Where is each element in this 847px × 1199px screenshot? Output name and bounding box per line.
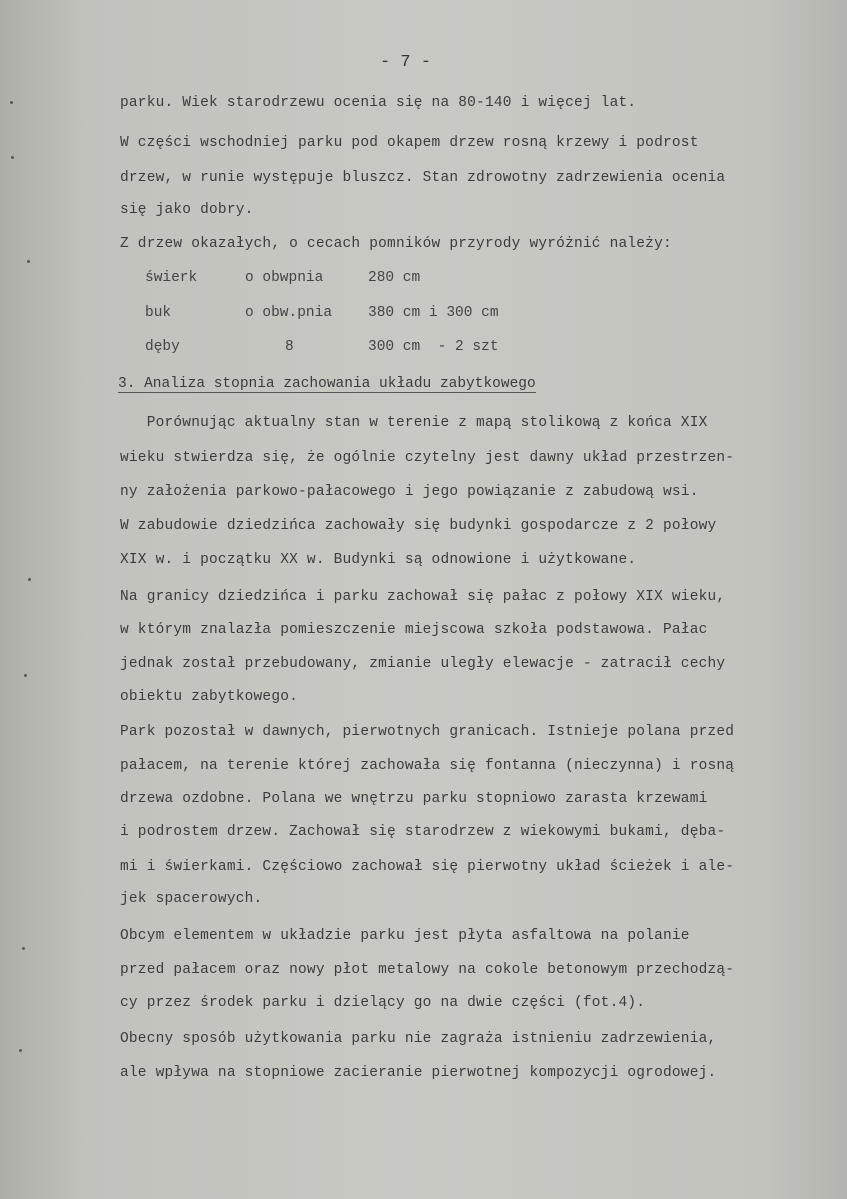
- tree-measure: 8: [285, 339, 294, 355]
- text-line: pałacem, na terenie której zachowała się fontanna (nieczynna) i rosną: [120, 758, 735, 774]
- text-line: parku. Wiek starodrzewu ocenia się na 80-140 i więcej lat.: [120, 95, 637, 111]
- text-line: przed pałacem oraz nowy płot metalowy na cokole betonowym przechodzą-: [120, 962, 735, 978]
- text-line: wieku stwierdza się, że ogólnie czytelny jest dawny układ przestrzen-: [120, 450, 735, 466]
- text-line: drzewa ozdobne. Polana we wnętrzu parku stopniowo zarasta krzewami: [120, 791, 708, 807]
- text-line: Na granicy dziedzińca i parku zachował się pałac z połowy XIX wieku,: [120, 589, 726, 605]
- text-line: Porównując aktualny stan w terenie z mapą stolikową z końca XIX: [120, 415, 708, 431]
- speck: [22, 947, 25, 950]
- text-line: ny założenia parkowo-pałacowego i jego powiązanie z zabudową wsi.: [120, 484, 699, 500]
- text-line: i podrostem drzew. Zachował się starodrzew z wiekowymi bukami, dęba-: [120, 824, 726, 840]
- text-line: drzew, w runie występuje bluszcz. Stan zdrowotny zadrzewienia ocenia: [120, 170, 726, 186]
- speck: [24, 674, 27, 677]
- tree-measure: o obwpnia: [245, 270, 324, 286]
- speck: [19, 1049, 22, 1052]
- text-line: ale wpływa na stopniowe zacieranie pierwotnej kompozycji ogrodowej.: [120, 1065, 717, 1081]
- text-line: Obecny sposób użytkowania parku nie zagraża istnieniu zadrzewienia,: [120, 1031, 717, 1047]
- text-line: Z drzew okazałych, o cecach pomników przyrody wyróżnić należy:: [120, 236, 672, 252]
- text-line: jednak został przebudowany, zmianie uległy elewacje - zatracił cechy: [120, 656, 726, 672]
- speck: [10, 101, 13, 104]
- tree-value: 380 cm i 300 cm: [368, 305, 499, 321]
- text-line: mi i świerkami. Częściowo zachował się pierwotny układ ścieżek i ale-: [120, 859, 735, 875]
- text-line: Park pozostał w dawnych, pierwotnych granicach. Istnieje polana przed: [120, 724, 735, 740]
- text-line: w którym znalazła pomieszczenie miejscowa szkoła podstawowa. Pałac: [120, 622, 708, 638]
- text-line: W zabudowie dziedzińca zachowały się budynki gospodarcze z 2 połowy: [120, 518, 717, 534]
- tree-name: buk: [145, 305, 172, 321]
- tree-name: świerk: [145, 270, 198, 286]
- speck: [28, 578, 31, 581]
- tree-name: dęby: [145, 339, 180, 355]
- section-heading: 3. Analiza stopnia zachowania układu zabytkowego: [118, 376, 536, 392]
- text-line: W części wschodniej parku pod okapem drzew rosną krzewy i podrost: [120, 135, 699, 151]
- speck: [27, 260, 30, 263]
- tree-value: 280 cm: [368, 270, 421, 286]
- text-line: XIX w. i początku XX w. Budynki są odnowione i użytkowane.: [120, 552, 637, 568]
- speck: [11, 156, 14, 159]
- tree-measure: o obw.pnia: [245, 305, 333, 321]
- page-number: - 7 -: [380, 53, 432, 72]
- text-line: się jako dobry.: [120, 202, 254, 218]
- tree-value: 300 cm - 2 szt: [368, 339, 499, 355]
- text-line: Obcym elementem w układzie parku jest płyta asfaltowa na polanie: [120, 928, 690, 944]
- text-line: obiektu zabytkowego.: [120, 689, 299, 705]
- text-line: jek spacerowych.: [120, 891, 263, 907]
- text-line: cy przez środek parku i dzielący go na dwie części (fot.4).: [120, 995, 646, 1011]
